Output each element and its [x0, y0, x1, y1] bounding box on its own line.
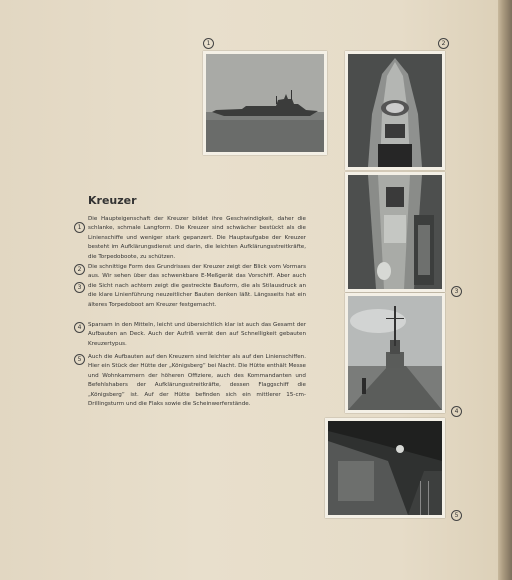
marker-photo-2: 2 — [438, 38, 449, 49]
marker-text-1: 1 — [74, 222, 85, 233]
photo-deck-superstructure — [345, 293, 445, 413]
marker-photo-3: 3 — [451, 286, 462, 297]
paragraph-1: Die Haupteigenschaft der Kreuzer bildet ihre Geschwindigkeit, daher die schlanke, schmale Langform. Die Kreuzer sind schwächer bestückt als die Linienschiffe und weniger stark gepanzert. Die Hauptaufgabe der Kreuzer besteht im Aufklärungsdienst und darin, die leichten Aufklärungsstreitkräfte, die Torpedoboote, zu schützen. — [88, 216, 306, 260]
paragraph-4: Auch die Aufbauten auf den Kreuzern sind leichter als auf den Linienschiffen. Hier ein Stück der Hütte der „Königsberg“ bei Nacht. Die Hütte enthält Messe und Wohnkammern der höheren Offiziere, auch des Kommandanten und Befehlshabers der Aufklärungsstreitkräfte, dessen Flaggschiff die „Königsberg“ ist. Auf der Hütte befinden sich ein mittlerer 15-cm-Drillingsturm und die Flaks sowie die Scheinwerferstände. — [88, 354, 306, 408]
photo-view-aft — [345, 172, 445, 292]
marker-text-5: 5 — [74, 354, 85, 365]
photo-view-from-foremast — [345, 51, 445, 170]
marker-photo-4: 4 — [451, 406, 462, 417]
marker-photo-1: 1 — [203, 38, 214, 49]
photo-cruiser-side-view — [203, 51, 327, 155]
paragraph-3: Sparsam in den Mitteln, leicht und übersichtlich klar ist auch das Gesamt der Aufbauten an Deck. Auch der Aufriß verrät den auf Schnelligkeit gebauten Kreuzertypus. — [88, 322, 306, 347]
page-edge — [498, 0, 512, 580]
marker-text-2: 2 — [74, 264, 85, 275]
photo-koenigsberg-night — [325, 418, 445, 518]
marker-text-3: 3 — [74, 282, 85, 293]
marker-photo-5: 5 — [451, 510, 462, 521]
paragraph-2: Die schnittige Form des Grundrisses der Kreuzer zeigt der Blick vom Vormars aus. Wir sehen über das schwenkbare E-Meßgerät das Vorschiff. Aber auch die Sicht nach achtern zeigt die gestreckte Bauform, die als Stilausdruck an die klare Linienführung neuzeitlicher Bauten denken läßt. Längsseits hat ein älteres Torpedoboot am Kreuzer festgemacht. — [88, 264, 306, 308]
section-heading: Kreuzer — [88, 194, 137, 207]
marker-text-4: 4 — [74, 322, 85, 333]
